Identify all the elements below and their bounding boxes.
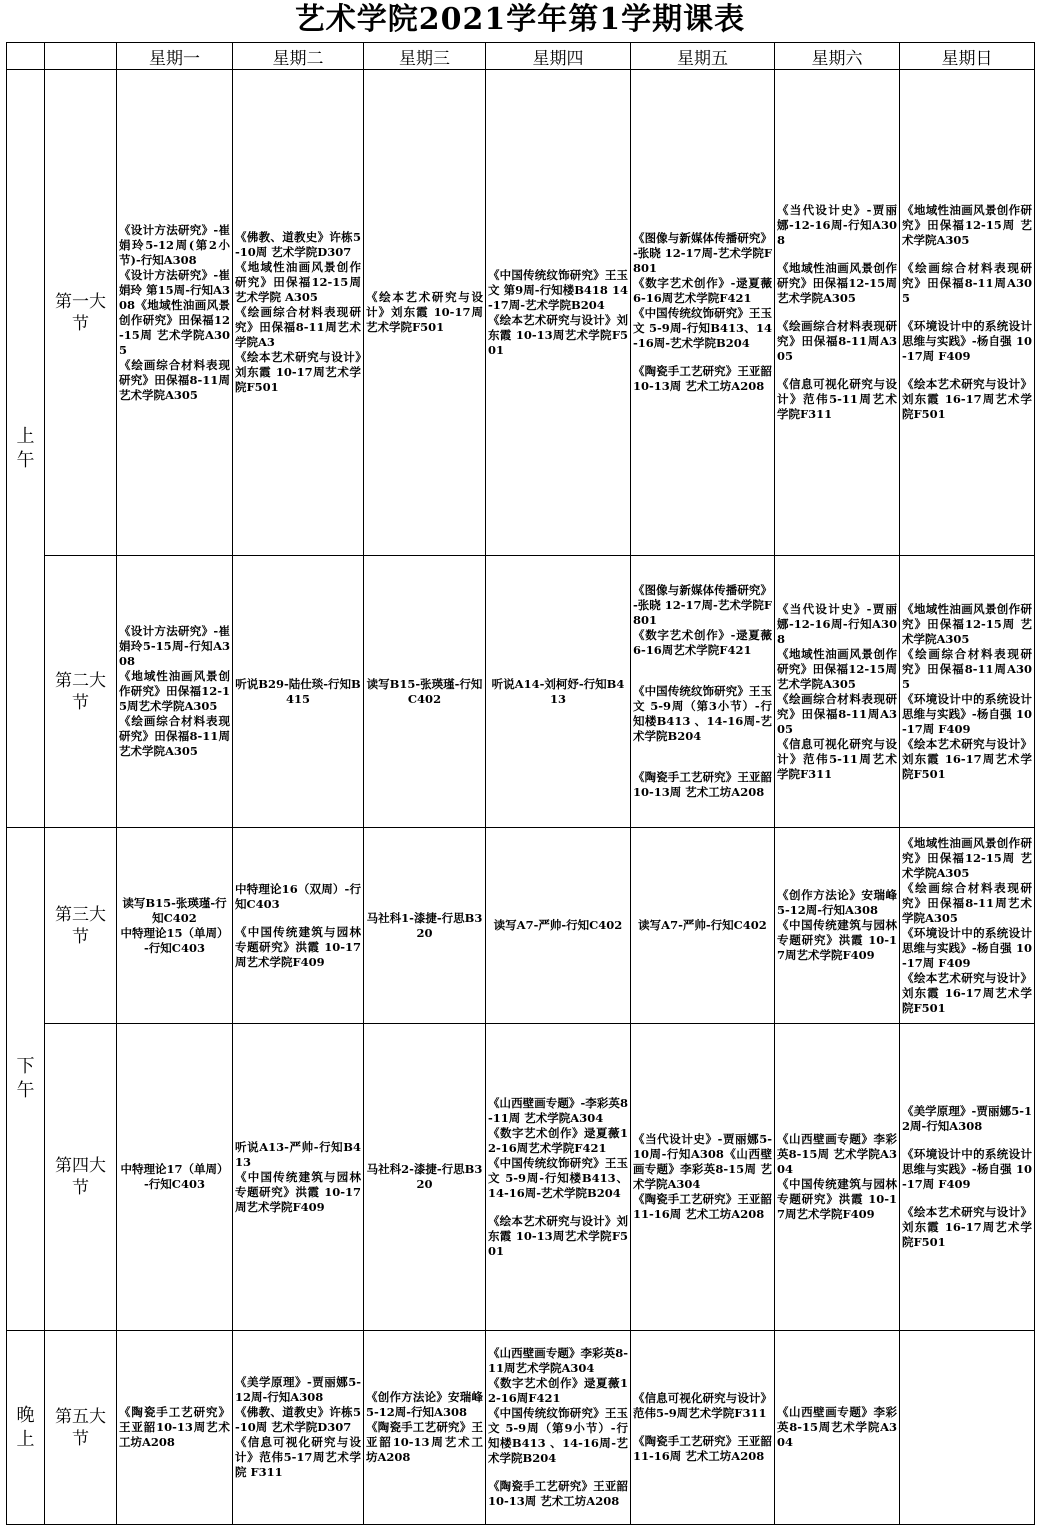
course-entry: 《山西壁画专题》李彩英8-11周艺术学院A304 [488,1346,628,1375]
course-entry: 《地域性油画风景创作研究》田保福12-15周 艺术学院A305 [777,261,897,305]
course-entry: 《创作方法论》安瑞峰 5-12周-行知A308 [366,1390,483,1419]
entry-gap [902,1192,1032,1205]
entry-gap [633,351,772,364]
entry-gap [488,1466,628,1479]
schedule-cell [233,70,364,556]
schedule-cell [364,70,486,556]
course-entry: 《地域性油画风景创作研究》田保福12-15周 艺术学院A305 [902,203,1032,247]
course-entry: 听说A14-刘柯妤-行知B413 [491,676,625,706]
course-entry: 《陶瓷手工艺研究》王亚韶11-16周 艺术工坊A208 [633,1434,772,1463]
course-entry: 《环境设计中的系统设计思维与实践》-杨自强 10-17周 F409 [902,925,1032,970]
schedule-cell [117,1331,233,1525]
period-row-5 [7,1331,1035,1525]
course-entry: 听说A13-严帅-行知B413 [235,1139,361,1169]
entry-gap [777,364,897,377]
day-header-mon: 星期一 [117,43,233,70]
course-entry: 《地域性油画风景创作研究》田保福12-15周 艺术学院A305 [777,646,897,691]
schedule-cell [486,1331,631,1525]
period-label-5: 第五大节 [45,1331,117,1525]
course-entry: 《中国传统纹饰研究》王玉文 5-9周（第3小节）-行知楼B413 、14-16周-艺术学院B204 [633,684,772,743]
page-title: 艺术学院2021学年第1学期课表 [294,2,746,37]
course-entry: 《环境设计中的系统设计思维与实践》-杨自强 10-17周 F409 [902,319,1032,363]
entry-gap [902,248,1032,261]
schedule-cell [631,1024,775,1331]
period-row-1 [7,70,1035,556]
course-entry: 《中国传统纹饰研究》王玉文 5-9周-行知楼B413、14-16周-艺术学院B204 [488,1155,628,1200]
course-entry: 《创作方法论》安瑞峰 5-12周-行知A308 [777,888,897,917]
course-entry: 《设计方法研究》-崔娟玲5-15周-行知A308 [119,624,230,668]
entry-gap [235,912,361,925]
course-entry: 《绘画综合材料表现研究》田保福8-11周艺术学院A3 [235,305,361,349]
course-entry: 《中国传统纹饰研究》王玉文 5-9周（第9小节）-行知楼B413 、14-16周-艺术学院B204 [488,1406,628,1465]
period-label-2: 第二大节 [45,556,117,828]
course-entry: 《地域性油画风景创作研究》田保福12-15周艺术学院A305 [119,669,230,713]
course-entry: 《绘本艺术研究与设计》刘东霞 16-17周艺术学院F501 [902,736,1032,781]
entry-gap [777,248,897,261]
day-header-sat: 星期六 [775,43,900,70]
course-entry: 《设计方法研究》-崔娟玲5-12周(第2小节)-行知A308 [119,222,230,267]
schedule-cell [117,828,233,1024]
schedule-cell [233,1024,364,1331]
course-entry: 《当代设计史》-贾丽娜-12-16周-行知A308 [777,203,897,247]
course-entry: 《中国传统建筑与园林专题研究》洪霞 10-17周艺术学院F409 [235,1169,361,1214]
entry-gap [902,1134,1032,1147]
schedule-cell [486,1024,631,1331]
course-entry: 《陶瓷手工艺研究》王亚韶10-13周艺术工坊A208 [119,1405,230,1449]
course-entry: 《山西壁画专题》李彩英8-15周艺术学院A304 [777,1405,897,1449]
course-entry: 《信息可视化研究与设计》范伟5-11周艺术学院F311 [777,736,897,781]
course-entry: 《中国传统纹饰研究》王玉文 第9周-行知楼B418 14-17周-艺术学院B204 [488,267,628,312]
course-entry: 马社科1-漆捷-行思B320 [366,910,483,940]
schedule-cell [364,828,486,1024]
schedule-cell [631,1331,775,1525]
course-entry: 读写A7-严帅-行知C402 [638,918,767,932]
course-entry: 《佛教、道教史》许栋5-10周 艺术学院D307 [235,1405,361,1434]
schedule-cell [233,828,364,1024]
schedule-cell [775,1024,900,1331]
course-entry: 《绘本艺术研究与设计》刘东霞 10-13周艺术学院F501 [488,312,628,357]
course-entry: 读写A7-严帅-行知C402 [493,918,623,932]
course-entry: 《绘画综合材料表现研究》田保福8-11周 艺术学院A305 [119,714,230,758]
schedule-cell [233,1331,364,1525]
schedule-cell [233,556,364,828]
course-entry: 《陶瓷手工艺研究》王亚韶10-13周 艺术工坊A208 [633,770,772,799]
period-label-3: 第三大节 [45,828,117,1024]
course-entry: 《图像与新媒体传播研究》-张晓 12-17周-艺术学院F801 [633,583,772,627]
schedule-cell [486,828,631,1024]
course-entry: 《绘画综合材料表现研究》田保福8-11周A305 [777,691,897,736]
schedule-cell [364,556,486,828]
course-entry: 读写B15-张瑛瑾-行知C402 [366,676,483,706]
course-entry: 中特理论16（双周）-行知C403 [235,881,361,911]
course-entry: 《绘画综合材料表现研究》田保福8-11周A305 [777,319,897,363]
course-entry: 《绘画综合材料表现研究》田保福8-11周A305 [902,646,1032,691]
schedule-cell [486,556,631,828]
course-entry: 《数字艺术创作》-逯夏薇6-16周艺术学院F421 [633,628,772,657]
entry-gap [488,1201,628,1214]
course-entry: 《中国传统建筑与园林专题研究》洪霞 10-17周艺术学院F409 [235,924,361,969]
course-entry: 《信息可视化研究与设计》范伟5-9周艺术学院F311 [633,1391,772,1420]
course-entry: 《绘本艺术研究与设计》刘东霞 10-17周艺术学院F501 [235,350,361,394]
period-label-1: 第一大节 [45,70,117,556]
course-entry: 中特理论15（单周）-行知C403 [120,925,229,955]
entry-gap [633,744,772,757]
period-row-4 [7,1024,1035,1331]
day-header-thu: 星期四 [486,43,631,70]
schedule-cell [900,1024,1035,1331]
entry-gap [777,306,897,319]
course-entry: 《陶瓷手工艺研究》王亚韶10-13周艺术工坊A208 [366,1420,483,1464]
course-entry: 《绘本艺术研究与设计》刘东霞 16-17周艺术学院F501 [902,377,1032,421]
course-entry: 《绘本艺术研究与设计》刘东霞 10-17周艺术学院F501 [366,290,483,334]
corner-cell [45,43,117,70]
period-row-2 [7,556,1035,828]
course-entry: 听说B29-陆仕琰-行知B415 [235,676,361,706]
period-row-3 [7,828,1035,1024]
entry-gap [633,1421,772,1434]
course-entry: 《信息可视化研究与设计》范伟5-17周艺术学院 F311 [235,1435,361,1479]
schedule-cell [900,1331,1035,1525]
schedule-cell [631,70,775,556]
schedule-cell [775,828,900,1024]
course-entry: 《绘画综合材料表现研究》田保福8-11周 艺术学院A305 [119,357,230,402]
entry-gap [633,671,772,684]
course-entry: 《绘画综合材料表现研究》田保福8-11周艺术学院A305 [902,880,1032,925]
schedule-cell [486,70,631,556]
day-header-sun: 星期日 [900,43,1035,70]
schedule-cell [117,556,233,828]
course-entry: 《佛教、道教史》许栋5-10周 艺术学院D307 [235,230,361,259]
course-entry: 《数字艺术创作》逯夏薇12-16周艺术学院F421 [488,1125,628,1155]
course-entry: 《数字艺术创作》逯夏薇12-16周F421 [488,1376,628,1405]
course-entry: 《山西壁画专题》李彩英8-15周 艺术学院A304 [777,1132,897,1176]
day-header-fri: 星期五 [631,43,775,70]
schedule-cell [775,556,900,828]
schedule-cell [900,556,1035,828]
group-afternoon: 下午 [7,828,45,1331]
course-entry: 《地域性油画风景创作研究》田保福12-15周艺术学院 A305 [235,260,361,304]
schedule-cell [364,1024,486,1331]
group-morning: 上午 [7,70,45,828]
course-entry: 《中国传统纹饰研究》王玉文 5-9周-行知B413、14-16周-艺术学院B204 [633,306,772,350]
course-entry: 读写B15-张瑛瑾-行知C402 [122,895,227,925]
schedule-cell [900,70,1035,556]
schedule-cell [775,70,900,556]
entry-gap [633,757,772,770]
course-entry: 《绘本艺术研究与设计》刘东霞 10-13周艺术学院F501 [488,1213,628,1258]
course-entry: 《绘本艺术研究与设计》刘东霞 16-17周艺术学院F501 [902,1205,1032,1249]
course-entry: 《当代设计史》-贾丽娜-12-16周-行知A308 [777,601,897,646]
course-entry: 《图像与新媒体传播研究》-张晓 12-17周-艺术学院F801 [633,231,772,275]
schedule-cell [631,828,775,1024]
course-entry: 《陶瓷手工艺研究》王亚韶10-13周 艺术工坊A208 [488,1479,628,1508]
course-entry: 《山西壁画专题》-李彩英8-11周 艺术学院A304 [488,1095,628,1125]
course-entry: 《信息可视化研究与设计》范伟5-11周艺术学院F311 [777,377,897,421]
schedule-cell [364,1331,486,1525]
course-entry: 《美学原理》-贾丽娜5-12周-行知A308 [235,1375,361,1404]
course-entry: 《当代设计史》-贾丽娜5-10周-行知A308《山西壁画专题》李彩英8-15周 艺术学院A304 [633,1132,772,1191]
course-entry: 《美学原理》-贾丽娜5-12周-行知A308 [902,1104,1032,1133]
entry-gap [902,306,1032,319]
course-entry: 《设计方法研究》-崔娟玲 第15周-行知A308《地域性油画风景创作研究》田保福12-15周 艺术学院A305 [119,267,230,357]
course-entry: 《环境设计中的系统设计思维与实践》-杨自强 10-17周 F409 [902,691,1032,736]
course-entry: 《中国传统建筑与园林专题研究》洪霞 10-17周艺术学院F409 [777,918,897,962]
schedule-table [6,42,1035,1525]
corner-cell [7,43,45,70]
course-entry: 马社科2-漆捷-行思B320 [366,1162,483,1191]
entry-gap [633,658,772,671]
course-entry: 《绘画综合材料表现研究》田保福8-11周A305 [902,261,1032,305]
schedule-cell [775,1331,900,1525]
group-evening: 晚上 [7,1331,45,1525]
entry-gap [902,364,1032,377]
course-entry: 《陶瓷手工艺研究》王亚韶11-16周 艺术工坊A208 [633,1192,772,1221]
schedule-cell [117,70,233,556]
course-entry: 《陶瓷手工艺研究》王亚韶10-13周 艺术工坊A208 [633,364,772,393]
course-entry: 《数字艺术创作》-逯夏薇 6-16周艺术学院F421 [633,276,772,305]
course-entry: 《地域性油画风景创作研究》田保福12-15周 艺术学院A305 [902,601,1032,646]
period-label-4: 第四大节 [45,1024,117,1331]
header-row [7,43,1035,70]
schedule-cell [631,556,775,828]
schedule-cell [900,828,1035,1024]
course-entry: 《中国传统建筑与园林专题研究》洪霞 10-17周艺术学院F409 [777,1177,897,1221]
course-entry: 《环境设计中的系统设计思维与实践》-杨自强 10-17周 F409 [902,1147,1032,1191]
course-entry: 《地域性油画风景创作研究》田保福12-15周 艺术学院A305 [902,835,1032,880]
course-entry: 《绘本艺术研究与设计》刘东霞 16-17周艺术学院F501 [902,970,1032,1015]
day-header-wed: 星期三 [364,43,486,70]
schedule-cell [117,1024,233,1331]
course-entry: 中特理论17（单周）-行知C403 [120,1162,229,1191]
day-header-tue: 星期二 [233,43,364,70]
